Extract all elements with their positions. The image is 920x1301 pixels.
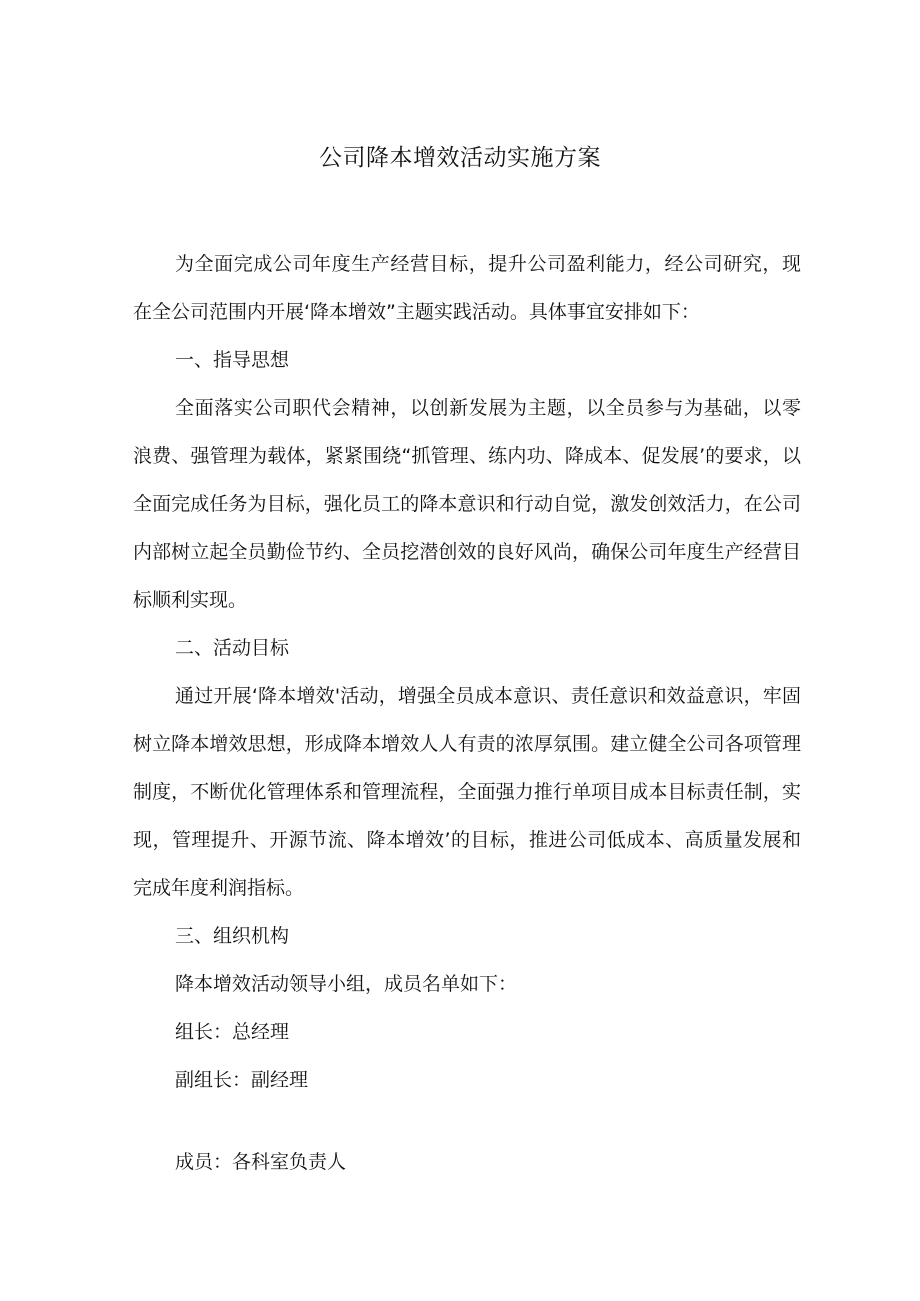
intro-paragraph: 为全面完成公司年度生产经营目标，提升公司盈利能力，经公司研究，现在全公司范围内开展‘降本增效”主题实践活动。具体事宜安排如下： <box>133 253 801 323</box>
group-leader-line: 组长：总经理 <box>175 1021 290 1043</box>
members-line: 成员：各科室负责人 <box>175 1151 347 1173</box>
leadership-group-intro: 降本增效活动领导小组，成员名单如下： <box>175 973 518 995</box>
section-heading-activity-goals: 二、活动目标 <box>175 637 290 659</box>
deputy-leader-line: 副组长：副经理 <box>175 1069 309 1091</box>
activity-goals-paragraph: 通过开展‘降本增效'活动，增强全员成本意识、责任意识和效益意识，牢固树立降本增效思想，形成降本增效人人有责的浓厚氛围。建立健全公司各项管理制度，不断优化管理体系和管理流程，全面强力推行单项目成本目标责任制，实现，管理提升、开源节流、降本增效’的目标，推进公司低成本、高质量发展和完成年度利润指标。 <box>133 685 801 899</box>
section-heading-guiding-ideology: 一、指导思想 <box>175 349 290 371</box>
guiding-ideology-paragraph: 全面落实公司职代会精神，以创新发展为主题，以全员参与为基础，以零浪费、强管理为载体，紧紧围绕“抓管理、练内功、降成本、促发展’的要求，以全面完成任务为目标，强化员工的降本意识和行动自觉，激发创效活力，在公司内部树立起全员勤俭节约、全员挖潜创效的良好风尚，确保公司年度生产经营目标顺利实现。 <box>133 397 801 611</box>
section-heading-organization: 三、组织机构 <box>175 925 290 947</box>
document-title: 公司降本增效活动实施方案 <box>319 145 601 171</box>
